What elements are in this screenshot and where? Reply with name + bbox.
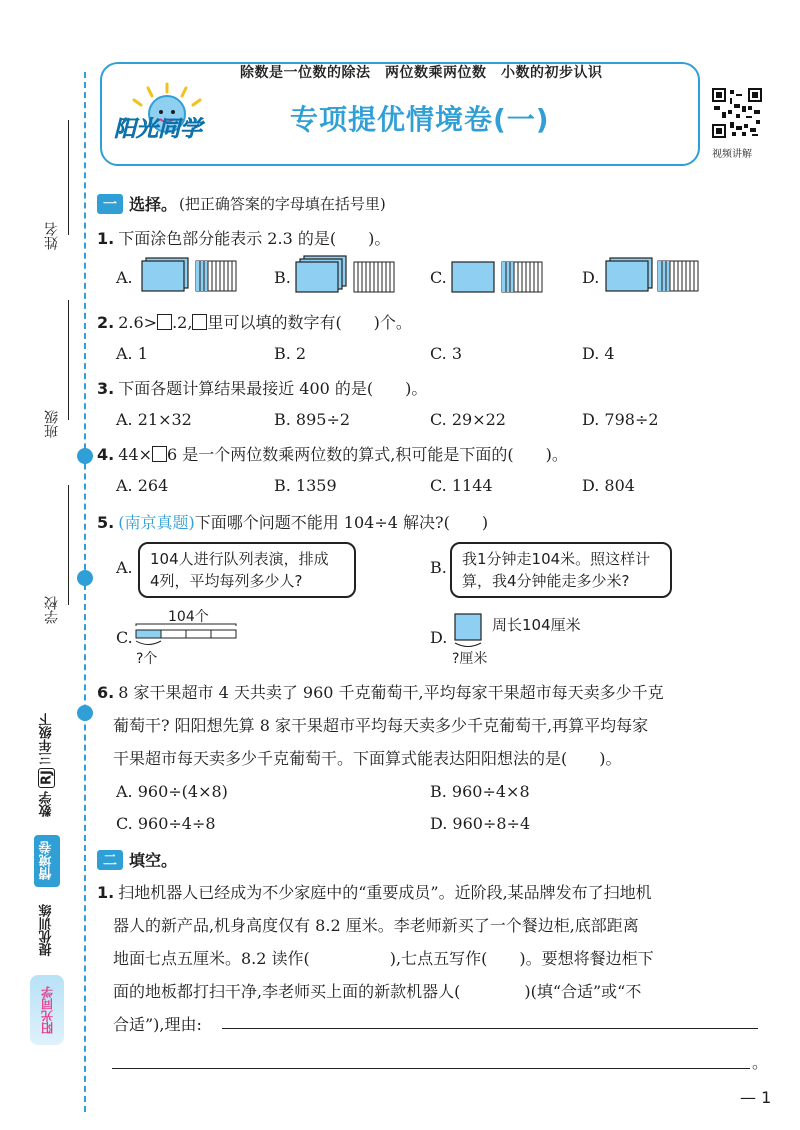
q5-option-c-top-label: 104个 <box>168 609 209 625</box>
q4-option-c[interactable]: C. 1144 <box>430 476 493 495</box>
question-text-pre: 44× <box>118 445 152 464</box>
binding-dot <box>77 705 93 721</box>
binding-dot <box>77 448 93 464</box>
qr-code-icon <box>712 88 762 138</box>
book-strip: 提优训练 <box>39 904 55 956</box>
blank-box[interactable] <box>152 446 167 462</box>
question-line: 扫地机器人已经成为不少家庭中的“重要成员”。近阶段,某品牌发布了扫地机 <box>118 883 652 902</box>
page-title: 专项提优情境卷(一) <box>290 103 550 136</box>
q3-option-b[interactable]: B. 895÷2 <box>274 410 351 429</box>
q1-option-b-label[interactable]: B. <box>274 268 291 287</box>
q3-option-c[interactable]: C. 29×22 <box>430 410 506 429</box>
side-logo: 阳光同学 <box>30 975 64 1045</box>
bubble-line: 我1分钟走104米。照这样计 <box>462 550 651 568</box>
q1-option-d-label[interactable]: D. <box>582 268 600 287</box>
question-number: 1. <box>97 229 115 248</box>
question-text-post: 6 是一个两位数乘两位数的算式,积可能是下面的( )。 <box>166 445 568 464</box>
q3-option-d[interactable]: D. 798÷2 <box>582 410 659 429</box>
grade-rj: RJ <box>39 768 56 789</box>
q4-option-a[interactable]: A. 264 <box>116 476 169 495</box>
question-text-post: 里可以填的数字有( )个。 <box>207 313 412 332</box>
q1-option-d-figure <box>602 256 712 296</box>
reason-answer-line[interactable] <box>222 1028 758 1029</box>
question-5 <box>97 510 488 533</box>
section-heading-fill <box>97 848 177 871</box>
q5-option-d-bottom-label: ?厘米 <box>452 651 488 667</box>
q6-option-d[interactable]: D. 960÷8÷4 <box>430 814 531 833</box>
q6-option-c[interactable]: C. 960÷4÷8 <box>116 814 216 833</box>
section-number: 一 <box>97 194 123 214</box>
q5-option-d-label[interactable]: D. <box>430 628 448 647</box>
page-number: — 1 <box>740 1088 772 1107</box>
class-label: 班级 <box>44 410 60 438</box>
fill-question-1 <box>97 876 697 1041</box>
school-label: 学校 <box>44 596 60 624</box>
q3-option-a[interactable]: A. 21×32 <box>116 410 192 429</box>
section-title: 选择。 <box>129 195 178 214</box>
q1-option-c-label[interactable]: C. <box>430 268 447 287</box>
q1-option-a-figure <box>138 256 248 296</box>
q1-option-a-label[interactable]: A. <box>116 268 133 287</box>
q2-option-c[interactable]: C. 3 <box>430 344 463 363</box>
question-line: 器人的新产品,机身高度仅有 8.2 厘米。李老师新买了一个餐边柜,底部距离 <box>113 916 639 935</box>
question-number: 4. <box>97 445 115 464</box>
q4-option-b[interactable]: B. 1359 <box>274 476 337 495</box>
question-line: 地面七点五厘米。8.2 读作( ),七点五写作( )。要想将餐边柜下 <box>113 949 654 968</box>
q5-option-b-bubble <box>450 542 672 598</box>
question-text: 下面涂色部分能表示 2.3 的是( )。 <box>118 229 391 248</box>
q5-option-d-text: 周长104厘米 <box>492 616 581 634</box>
question-line: 8 家干果超市 4 天共卖了 960 千克葡萄干,平均每家干果超市每天卖多少千克 <box>118 683 664 702</box>
q5-option-c-bottom-label: ?个 <box>136 651 158 667</box>
section-number: 二 <box>97 850 123 870</box>
question-6 <box>97 676 697 775</box>
question-line: 合适”),理由: <box>113 1015 202 1034</box>
q5-option-c-label[interactable]: C. <box>116 628 133 647</box>
binding-dashed-line <box>84 72 86 1112</box>
section-note: (把正确答案的字母填在括号里) <box>179 195 386 213</box>
header-logo: 阳光同学 <box>114 117 203 142</box>
q2-option-a[interactable]: A. 1 <box>116 344 148 363</box>
question-1 <box>97 226 390 249</box>
class-line <box>68 300 69 420</box>
question-3 <box>97 376 427 399</box>
section-heading-choice <box>97 192 386 215</box>
question-4 <box>97 442 568 465</box>
q2-option-b[interactable]: B. 2 <box>274 344 307 363</box>
question-line: 面的地板都打扫干净,李老师买上面的新款机器人( )(填“合适”或“不 <box>113 982 642 1001</box>
q5-option-a-bubble <box>138 542 356 598</box>
question-text: 下面哪个问题不能用 104÷4 解决?( ) <box>194 513 489 532</box>
q2-option-d[interactable]: D. 4 <box>582 344 615 363</box>
question-line: 干果超市每天卖多少千克葡萄干。下面算式能表达阳阳想法的是( )。 <box>113 749 622 768</box>
q5-option-b-label[interactable]: B. <box>430 558 447 577</box>
name-line <box>68 120 69 235</box>
bubble-line: 4列，平均每列多少人? <box>150 572 303 590</box>
qr-caption: 视频讲解 <box>712 149 752 160</box>
blank-box[interactable] <box>192 314 207 330</box>
school-line <box>68 485 69 605</box>
question-number: 6. <box>97 683 115 702</box>
q1-option-b-figure <box>294 254 414 296</box>
question-number: 3. <box>97 379 115 398</box>
question-text-pre: 2.6> <box>118 313 158 332</box>
q6-option-b[interactable]: B. 960÷4×8 <box>430 782 530 801</box>
binding-dot <box>77 570 93 586</box>
question-text: 下面各题计算结果最接近 400 的是( )。 <box>118 379 428 398</box>
q4-option-d[interactable]: D. 804 <box>582 476 635 495</box>
grade-level: 三年级下 <box>39 712 55 765</box>
question-text-mid: .2, <box>172 313 193 332</box>
q1-option-c-figure <box>450 260 560 296</box>
tag-strip: 情境卷 <box>34 835 60 887</box>
header-subtitle: 除数是一位数的除法 两位数乘两位数 小数的初步认识 <box>240 65 603 81</box>
question-line: 葡萄干? 阳阳想先算 8 家干果超市平均每天卖多少千克葡萄干,再算平均每家 <box>113 716 649 735</box>
blank-box[interactable] <box>157 314 172 330</box>
q5-option-d-square <box>452 612 488 652</box>
question-tag: (南京真题) <box>118 513 195 532</box>
question-number: 2. <box>97 313 115 332</box>
sentence-end: 。 <box>752 1053 769 1072</box>
name-label: 姓名 <box>44 222 60 250</box>
bubble-line: 算，我4分钟能走多少米? <box>462 572 630 590</box>
question-number: 1. <box>97 883 115 902</box>
question-number: 5. <box>97 513 115 532</box>
reason-answer-line-2[interactable] <box>112 1068 750 1069</box>
section-title: 填空。 <box>129 851 178 870</box>
grade-strip <box>34 700 60 830</box>
q5-option-a-label[interactable]: A. <box>116 558 133 577</box>
grade-subject: 数学 <box>39 791 55 818</box>
question-2 <box>97 310 412 333</box>
q6-option-a[interactable]: A. 960÷(4×8) <box>116 782 228 801</box>
bubble-line: 104人进行队列表演，排成 <box>150 550 329 568</box>
